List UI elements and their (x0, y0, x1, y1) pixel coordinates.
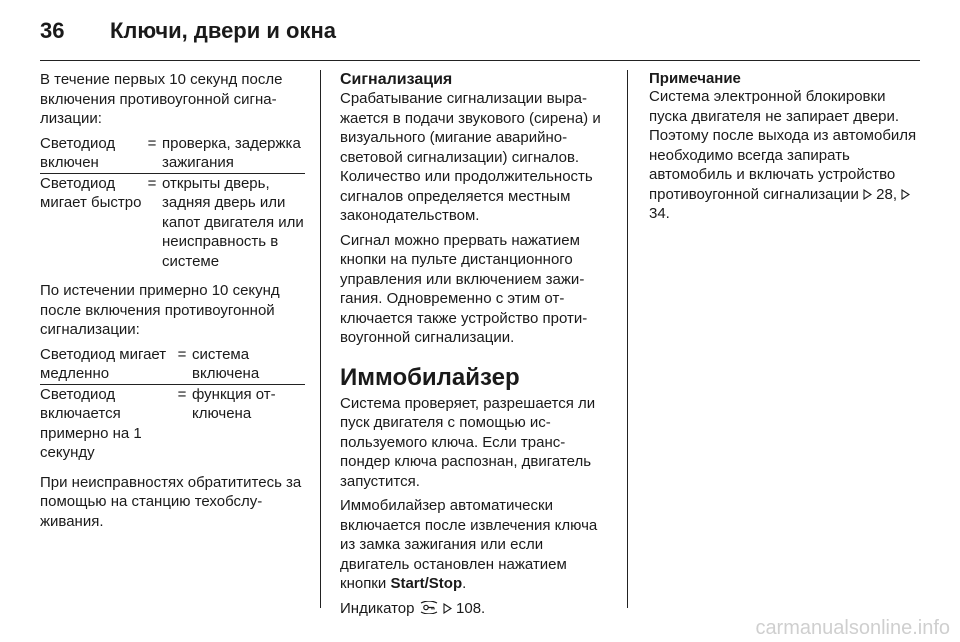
led-meaning: функция отключена (192, 384, 305, 463)
immobilizer-heading: Иммобилайзер (340, 363, 520, 391)
page-title: Ключи, двери и окна (110, 18, 336, 43)
led-state: Светодиод мигает медленно (40, 345, 167, 382)
column-1 (40, 70, 305, 531)
after-activation-paragraph: По истечении примерно 10 секунд после включения противоугонной сигнализации: (40, 282, 280, 338)
led-state: Светодиод включен (40, 134, 116, 171)
table-row (40, 173, 305, 271)
table-row (40, 134, 305, 174)
page-ref-arrow-icon (901, 186, 910, 203)
page-number: 36 (40, 18, 65, 43)
immobilizer-key-icon (419, 600, 439, 617)
column-2 (340, 70, 608, 618)
led-state: Светодиод мигает быстро (40, 173, 142, 271)
led-meaning: система включена (192, 345, 260, 382)
led-status-table-after (40, 345, 305, 463)
fault-paragraph: При неисправностях обратититесь за помощью на станцию техобслуживания. (40, 473, 302, 530)
led-state: Светодиод включается примерно на 1 секунду (40, 384, 172, 463)
immobilizer-paragraph-2 (340, 496, 608, 594)
immobilizer-paragraph-1: Система проверяет, разрешается ли пуск двигателя с помощью используемого ключа. Если транспондер ключа распознан, двигатель запустится. (340, 394, 596, 490)
alarm-paragraph-2: Сигнал можно прервать нажатием кнопки на пульте дистанционного управления или включением зажигания. Одновременно с этим отключается также устройство противоугонной сигнализации. (340, 231, 588, 346)
indicator-line (340, 599, 608, 619)
note-text: Система электронной блокировки пуска двигателя не запирает двери. Поэтому после выхода из автомобиля необходимо всегда запирать автомобиль и включать устройство противоугонной сигнализации (649, 88, 917, 203)
equals-sign: = (142, 173, 162, 271)
note-paragraph (649, 87, 921, 224)
immobilizer-paragraph-2-text: Иммобилайзер автоматически включается после извлечения ключа из замка зажигания или если двигатель остановлен нажатием кнопки (340, 497, 598, 592)
note-page-ref-1[interactable]: 28, (876, 185, 898, 203)
indicator-page-ref[interactable]: 108. (456, 599, 486, 617)
alarm-paragraph-1: Срабатывание сигнализации выражается в подачи звукового (сирена) и визуального (мигание аварийносветовой сигнализации) сигналов. Количество или продолжительность сигналов определяется местным законодательством. (340, 90, 601, 224)
period: . (462, 575, 467, 592)
note-page-ref-2[interactable]: 34. (649, 205, 670, 222)
led-meaning: проверка, задержка зажигания (162, 134, 301, 171)
note-heading: Примечание (649, 70, 741, 87)
header-divider (40, 60, 920, 61)
alarm-heading: Сигнализация (340, 71, 453, 88)
page-ref-arrow-icon (443, 600, 452, 617)
indicator-label: Индикатор (340, 599, 415, 617)
led-status-table-initial (40, 134, 305, 272)
equals-sign: = (172, 384, 192, 463)
table-row (40, 384, 305, 463)
column-3 (649, 70, 921, 224)
equals-sign: = (147, 134, 157, 152)
start-stop-button-label: Start/Stop (390, 575, 463, 592)
intro-paragraph: В течение первых 10 секунд после включения противоугонной сигнализации: (40, 71, 283, 127)
page-ref-arrow-icon (863, 186, 872, 203)
watermark: carmanualsonline.info (755, 617, 950, 639)
column-divider-1 (320, 70, 321, 608)
led-meaning: открыты дверь, задняя дверь или капот двигателя или неисправность в системе (162, 174, 304, 270)
column-divider-2 (627, 70, 628, 608)
table-row (40, 345, 305, 385)
equals-sign: = (177, 345, 187, 363)
